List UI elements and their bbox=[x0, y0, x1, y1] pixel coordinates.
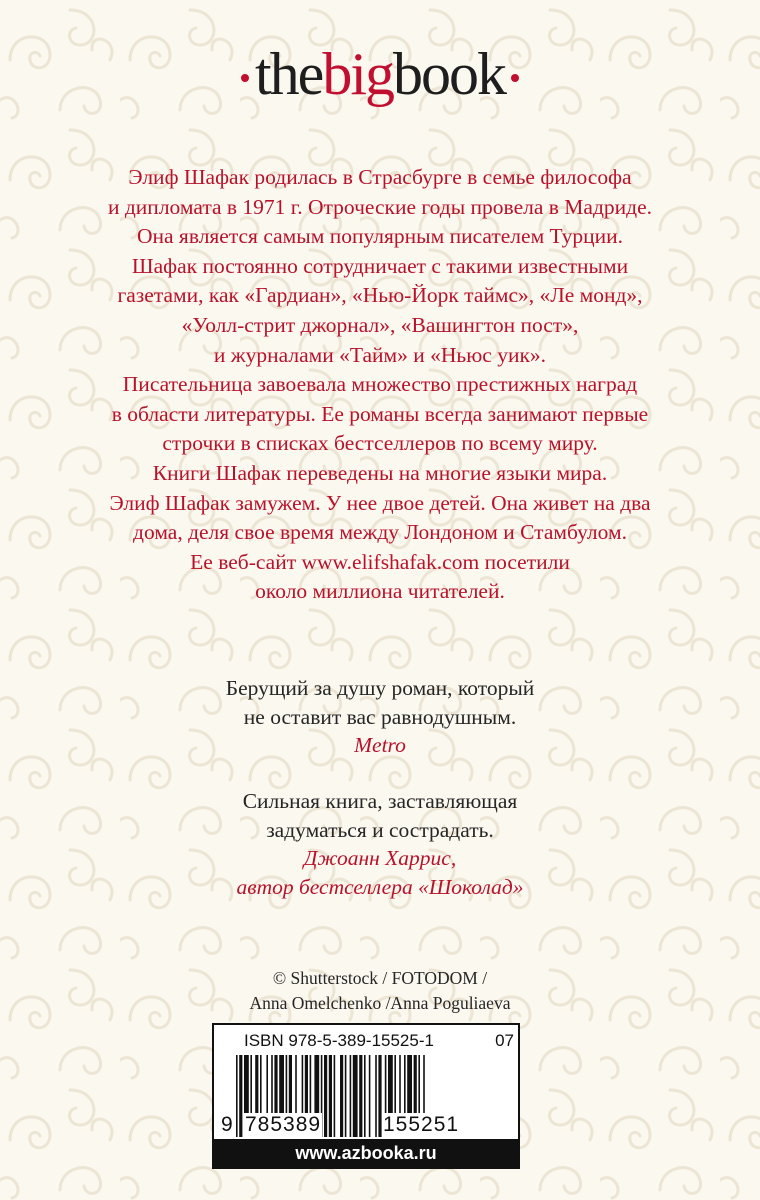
barcode-bar bbox=[353, 1055, 358, 1137]
logo-word-big: big bbox=[322, 41, 393, 107]
barcode-bar bbox=[329, 1055, 332, 1137]
barcode-bar bbox=[350, 1055, 352, 1137]
bio-line: Ее веб-сайт www.elifshafak.com посетили bbox=[190, 549, 570, 574]
isbn-barcode bbox=[212, 1023, 520, 1169]
bio-line: Элиф Шафак замужем. У нее двое детей. Она живет на два bbox=[109, 490, 651, 515]
credit-line: Anna Omelchenko /Anna Poguliaeva bbox=[249, 993, 511, 1013]
credit-line: © Shutterstock / FOTODOM / bbox=[272, 968, 488, 988]
quote-source: Джоанн Харрис, bbox=[303, 846, 457, 870]
quote-source: автор бестселлера «Шоколад» bbox=[236, 874, 524, 899]
barcode-bar bbox=[236, 1055, 238, 1137]
bio-line: газетами, как «Гардиан», «Нью-Йорк таймс», «Ле монд», bbox=[117, 283, 643, 308]
review-quote-metro bbox=[0, 674, 760, 760]
quote-line: Берущий за душу роман, который bbox=[225, 676, 535, 700]
barcode-bar bbox=[369, 1055, 371, 1137]
bio-line: около миллиона читателей. bbox=[255, 579, 505, 604]
bio-line: Книги Шафак переведены на многие языки мира. bbox=[152, 460, 608, 485]
publisher-logo bbox=[0, 41, 760, 107]
barcode-bar bbox=[334, 1055, 336, 1137]
author-biography bbox=[40, 163, 720, 607]
barcode-bar bbox=[375, 1055, 377, 1137]
logo-dot-right bbox=[511, 74, 519, 82]
logo-word-book: book bbox=[392, 41, 505, 107]
publisher-website: www.azbooka.ru bbox=[214, 1139, 518, 1167]
bio-line: Писательница завоевала множество престижных наград bbox=[122, 372, 638, 397]
barcode-bar bbox=[239, 1055, 242, 1137]
bio-line: Элиф Шафак родилась в Страсбурге в семье философа bbox=[128, 165, 632, 189]
barcode-bar bbox=[340, 1055, 343, 1137]
barcode-digit-first: 9 bbox=[221, 1113, 234, 1136]
barcode-bar bbox=[359, 1055, 362, 1137]
barcode-digits-right: 155251 bbox=[383, 1113, 460, 1136]
logo-word-the: the bbox=[255, 41, 323, 107]
bio-line: и журналами «Тайм» и «Ньюс уик». bbox=[213, 342, 547, 367]
quote-line: не оставит вас равнодушным. bbox=[243, 704, 517, 729]
barcode-bar bbox=[364, 1055, 366, 1137]
bio-line: и дипломата в 1971 г. Отроческие годы провела в Мадриде. bbox=[107, 194, 653, 219]
bio-line: в области литературы. Ее романы всегда занимают первые bbox=[111, 401, 649, 426]
bio-line: Шафак постоянно сотрудничает с такими известными bbox=[131, 253, 629, 278]
quote-source: Metro bbox=[354, 733, 406, 757]
isbn-number: ISBN 978-5-389-15525-1 bbox=[244, 1031, 434, 1050]
bio-line: строчки в списках бестселлеров по всему миру. bbox=[162, 431, 598, 456]
bio-line: «Уолл-стрит джорнал», «Вашингтон пост», bbox=[181, 312, 579, 337]
logo-dot-left bbox=[241, 74, 249, 82]
review-quote-harris bbox=[0, 787, 760, 901]
barcode-bar bbox=[324, 1055, 327, 1137]
quote-line: Сильная книга, заставляющая bbox=[242, 789, 518, 813]
photo-credits bbox=[0, 966, 760, 1016]
isbn-addon: 07 bbox=[495, 1031, 514, 1050]
bio-line: Она является самым популярным писателем Турции. bbox=[136, 224, 624, 249]
isbn-label-row bbox=[244, 1031, 514, 1051]
bio-line: дома, деля свое время между Лондоном и Стамбулом. bbox=[133, 520, 627, 545]
barcode-bar bbox=[345, 1055, 347, 1137]
barcode-digits-left: 785389 bbox=[245, 1113, 322, 1136]
quote-line: задуматься и сострадать. bbox=[266, 817, 494, 842]
